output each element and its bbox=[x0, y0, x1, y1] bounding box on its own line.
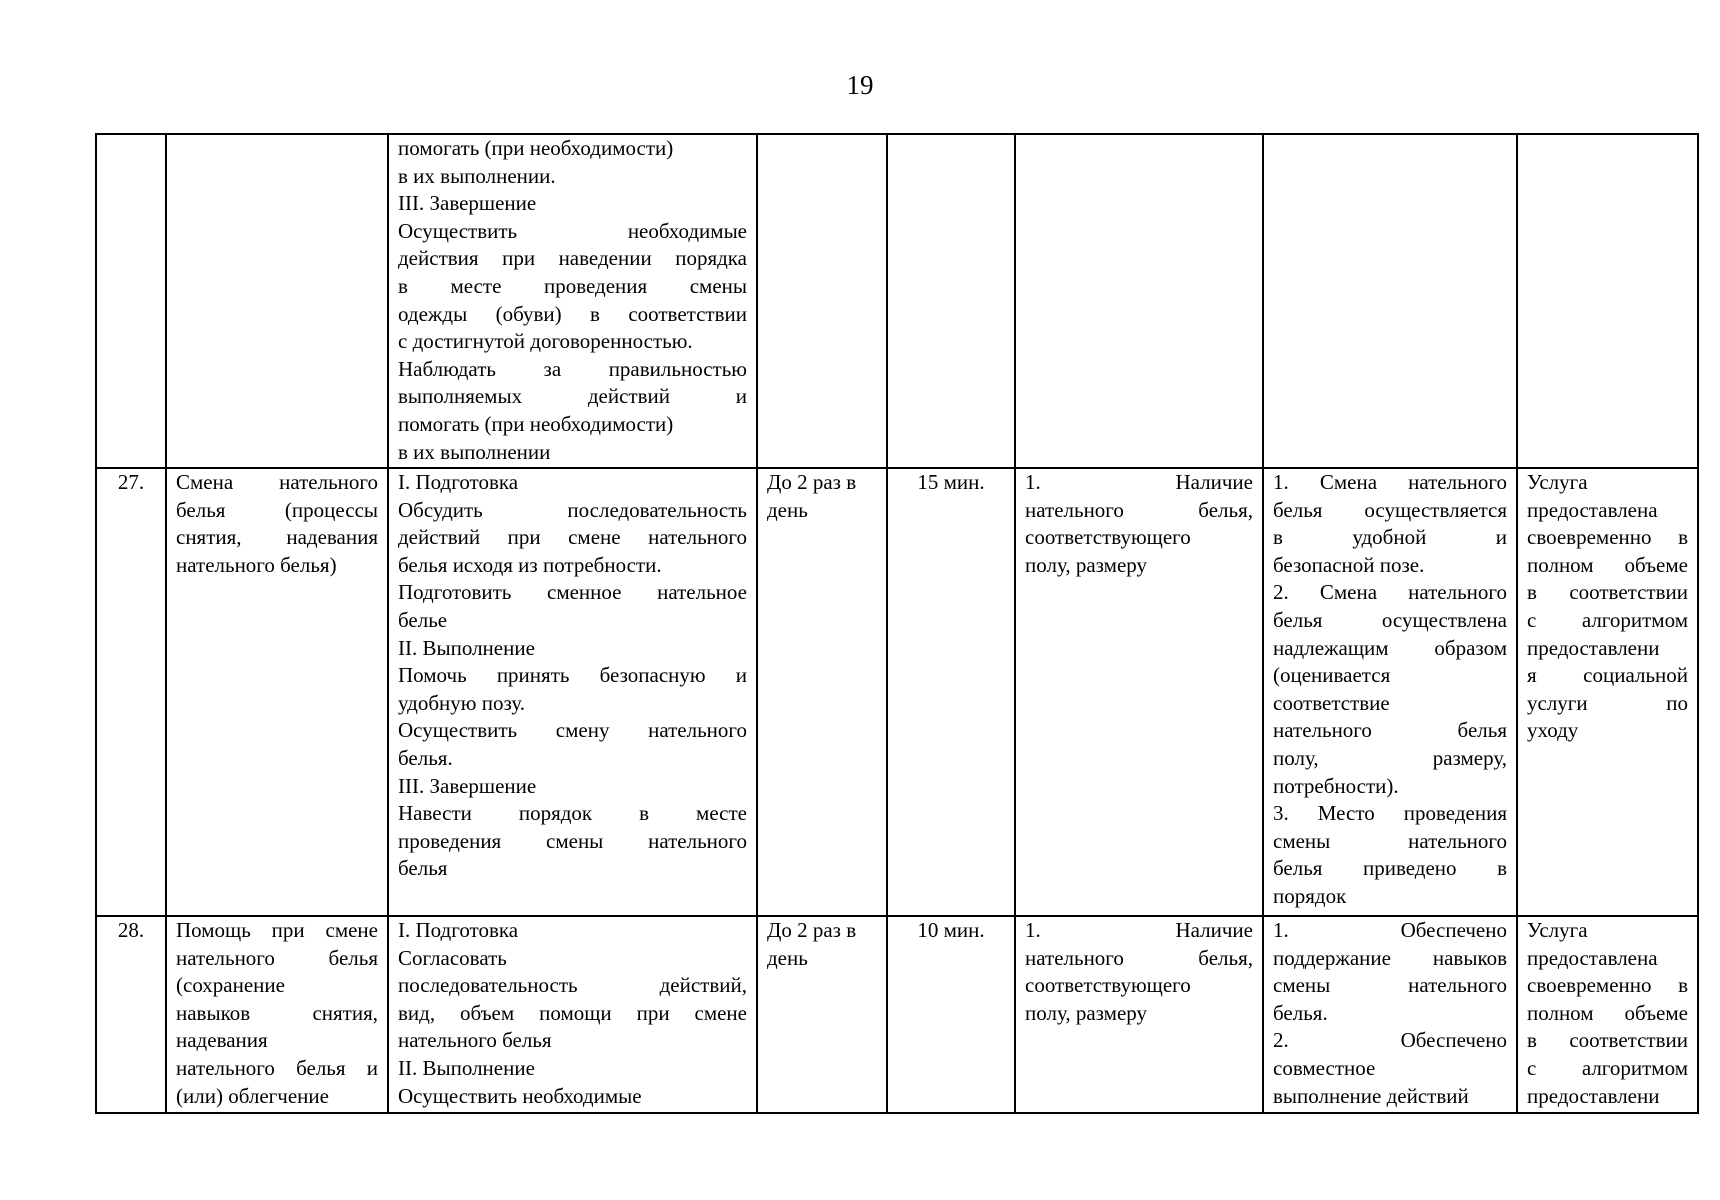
cell-text-line: действия при наведении порядка bbox=[398, 246, 747, 271]
evaluation-cell bbox=[1263, 916, 1517, 1113]
cell-text-line: I. Подготовка bbox=[398, 918, 519, 942]
cell-text-line: белья осуществляется bbox=[1273, 497, 1507, 522]
cell-text-line: Навести порядок в месте bbox=[398, 801, 747, 826]
cell-text-line: белья исходя из потребности. bbox=[398, 552, 662, 577]
cell-text-line: нательного белья, bbox=[1025, 497, 1253, 522]
cell-text-line: нательного белья bbox=[1273, 718, 1507, 743]
cell-text-line: в месте проведения смены bbox=[398, 273, 747, 298]
cell-text-line: (оценивается bbox=[1273, 663, 1391, 688]
row-number-cell bbox=[96, 134, 166, 468]
cell-text-line: выполнение действий bbox=[1273, 1083, 1469, 1108]
cell-text-line: нательного белья, bbox=[1025, 945, 1253, 970]
cell-text-line: соответствие bbox=[1273, 690, 1390, 715]
cell-text-line: полу, размеру bbox=[1025, 1000, 1147, 1025]
cell-text-line: действий при смене нательного bbox=[398, 525, 747, 550]
service-name-cell bbox=[166, 134, 388, 468]
cell-text-line: поддержание навыков bbox=[1273, 945, 1507, 970]
cell-text-line: Услуга bbox=[1527, 918, 1588, 942]
cell-text-line: с достигнутой договоренностью. bbox=[398, 329, 693, 354]
cell-text-line: услуги по bbox=[1527, 690, 1688, 715]
cell-text-line: безопасной позе. bbox=[1273, 552, 1425, 577]
cell-text-line: 2. Смена нательного bbox=[1273, 580, 1507, 605]
cell-text-line: своевременно в bbox=[1527, 973, 1688, 998]
cell-text-line: соответствующего bbox=[1025, 525, 1191, 550]
cell-text-line: Осуществить необходимые bbox=[398, 218, 747, 243]
cell-text-line: До 2 раз в bbox=[767, 918, 857, 942]
cell-text-line: 1. Наличие bbox=[1025, 918, 1253, 942]
cell-text-line: белья. bbox=[398, 745, 453, 770]
cell-text-line: 1. Обеспечено bbox=[1273, 918, 1507, 942]
cell-text-line: (сохранение bbox=[176, 973, 285, 998]
table-row bbox=[96, 468, 1698, 916]
row-number-cell: 27. bbox=[96, 468, 166, 916]
cell-text-line: в соответствии bbox=[1527, 580, 1688, 605]
cell-text-line: нательного белья и bbox=[176, 1055, 378, 1080]
cell-text-line: надлежащим образом bbox=[1273, 635, 1507, 660]
cell-text-line: вид, объем помощи при смене bbox=[398, 1000, 747, 1025]
cell-text-line: день bbox=[767, 945, 808, 970]
cell-text-line: Осуществить смену нательного bbox=[398, 718, 747, 743]
cell-text-line: До 2 раз в bbox=[767, 470, 857, 494]
result-cell bbox=[1517, 468, 1698, 916]
cell-text-line: одежды (обуви) в соответствии bbox=[398, 301, 747, 326]
cell-text-line: соответствующего bbox=[1025, 973, 1191, 998]
cell-text-line: помогать (при необходимости) bbox=[398, 411, 674, 436]
procedure-cell bbox=[388, 134, 757, 468]
cell-text-line: удобную позу. bbox=[398, 690, 525, 715]
cell-text-line: полу, размеру, bbox=[1273, 745, 1507, 770]
cell-text-line: день bbox=[767, 497, 808, 522]
cell-text-line: смены нательного bbox=[1273, 828, 1507, 853]
frequency-cell bbox=[757, 468, 887, 916]
evaluation-cell bbox=[1263, 134, 1517, 468]
cell-text-line: нательного белья bbox=[176, 945, 378, 970]
cell-text-line: белье bbox=[398, 607, 448, 632]
cell-text-line: 3. Место проведения bbox=[1273, 801, 1507, 826]
cell-text-line: Услуга bbox=[1527, 470, 1588, 494]
quality-cell bbox=[1015, 916, 1263, 1113]
cell-text-line: нательного белья bbox=[398, 1028, 552, 1053]
cell-text-line: Обсудить последовательность bbox=[398, 497, 747, 522]
cell-text-line: Согласовать bbox=[398, 945, 507, 970]
cell-text-line: предоставлени bbox=[1527, 1083, 1660, 1108]
cell-text-line: нательного белья) bbox=[176, 552, 337, 577]
cell-text-line: белья осуществлена bbox=[1273, 607, 1507, 632]
cell-text-line: надевания bbox=[176, 1028, 268, 1053]
cell-text-line: полном объеме bbox=[1527, 552, 1688, 577]
cell-text-line: выполняемых действий и bbox=[398, 384, 747, 409]
cell-text-line: полном объеме bbox=[1527, 1000, 1688, 1025]
cell-text-line: я социальной bbox=[1527, 663, 1688, 688]
cell-text-line: в удобной и bbox=[1273, 525, 1507, 550]
cell-text-line: смены нательного bbox=[1273, 973, 1507, 998]
procedure-cell bbox=[388, 468, 757, 916]
duration-cell: 10 мин. bbox=[887, 916, 1015, 1113]
result-cell bbox=[1517, 916, 1698, 1113]
cell-text-line: III. Завершение bbox=[398, 191, 537, 216]
frequency-cell bbox=[757, 134, 887, 468]
procedure-cell bbox=[388, 916, 757, 1113]
cell-text-line: в их выполнении bbox=[398, 439, 551, 464]
row-number-cell: 28. bbox=[96, 916, 166, 1113]
cell-text-line: предоставлена bbox=[1527, 945, 1658, 970]
service-name-cell bbox=[166, 916, 388, 1113]
cell-text-line: в их выполнении. bbox=[398, 163, 556, 188]
cell-text-line: с алгоритмом bbox=[1527, 1055, 1688, 1080]
quality-cell bbox=[1015, 134, 1263, 468]
cell-text-line: порядок bbox=[1273, 883, 1347, 908]
cell-text-line: предоставлени bbox=[1527, 635, 1660, 660]
service-name-cell bbox=[166, 468, 388, 916]
cell-text-line: 1. Наличие bbox=[1025, 470, 1253, 494]
cell-text-line: Осуществить необходимые bbox=[398, 1083, 642, 1108]
cell-text-line: своевременно в bbox=[1527, 525, 1688, 550]
frequency-cell bbox=[757, 916, 887, 1113]
duration-cell: 15 мин. bbox=[887, 468, 1015, 916]
cell-text-line: 1. Смена нательного bbox=[1273, 470, 1507, 494]
services-table bbox=[95, 133, 1699, 1114]
cell-text-line: в соответствии bbox=[1527, 1028, 1688, 1053]
cell-text-line: уходу bbox=[1527, 718, 1579, 743]
cell-text-line: белья (процессы bbox=[176, 497, 378, 522]
cell-text-line: белья bbox=[398, 856, 448, 881]
cell-text-line: II. Выполнение bbox=[398, 1055, 535, 1080]
cell-text-line: с алгоритмом bbox=[1527, 607, 1688, 632]
cell-text-line: III. Завершение bbox=[398, 773, 537, 798]
cell-text-line: Подготовить сменное нательное bbox=[398, 580, 747, 605]
cell-text-line: последовательность действий, bbox=[398, 973, 747, 998]
cell-text-line: помогать (при необходимости) bbox=[398, 136, 674, 160]
cell-text-line: проведения смены нательного bbox=[398, 828, 747, 853]
cell-text-line: I. Подготовка bbox=[398, 470, 519, 494]
cell-text-line: Наблюдать за правильностью bbox=[398, 356, 747, 381]
cell-text-line: (или) облегчение bbox=[176, 1083, 329, 1108]
cell-text-line: снятия, надевания bbox=[176, 525, 378, 550]
cell-text-line: белья. bbox=[1273, 1000, 1328, 1025]
table-row bbox=[96, 916, 1698, 1113]
cell-text-line: 2. Обеспечено bbox=[1273, 1028, 1507, 1053]
cell-text-line: Помочь принять безопасную и bbox=[398, 663, 747, 688]
page-number: 19 bbox=[846, 70, 874, 100]
cell-text-line: Смена нательного bbox=[176, 470, 378, 494]
table-row bbox=[96, 134, 1698, 468]
duration-cell bbox=[887, 134, 1015, 468]
evaluation-cell bbox=[1263, 468, 1517, 916]
cell-text-line: навыков снятия, bbox=[176, 1000, 378, 1025]
cell-text-line: II. Выполнение bbox=[398, 635, 535, 660]
quality-cell bbox=[1015, 468, 1263, 916]
cell-text-line: предоставлена bbox=[1527, 497, 1658, 522]
cell-text-line: Помощь при смене bbox=[176, 918, 378, 942]
result-cell bbox=[1517, 134, 1698, 468]
cell-text-line: полу, размеру bbox=[1025, 552, 1147, 577]
cell-text-line: потребности). bbox=[1273, 773, 1399, 798]
cell-text-line: белья приведено в bbox=[1273, 856, 1507, 881]
cell-text-line: совместное bbox=[1273, 1055, 1376, 1080]
